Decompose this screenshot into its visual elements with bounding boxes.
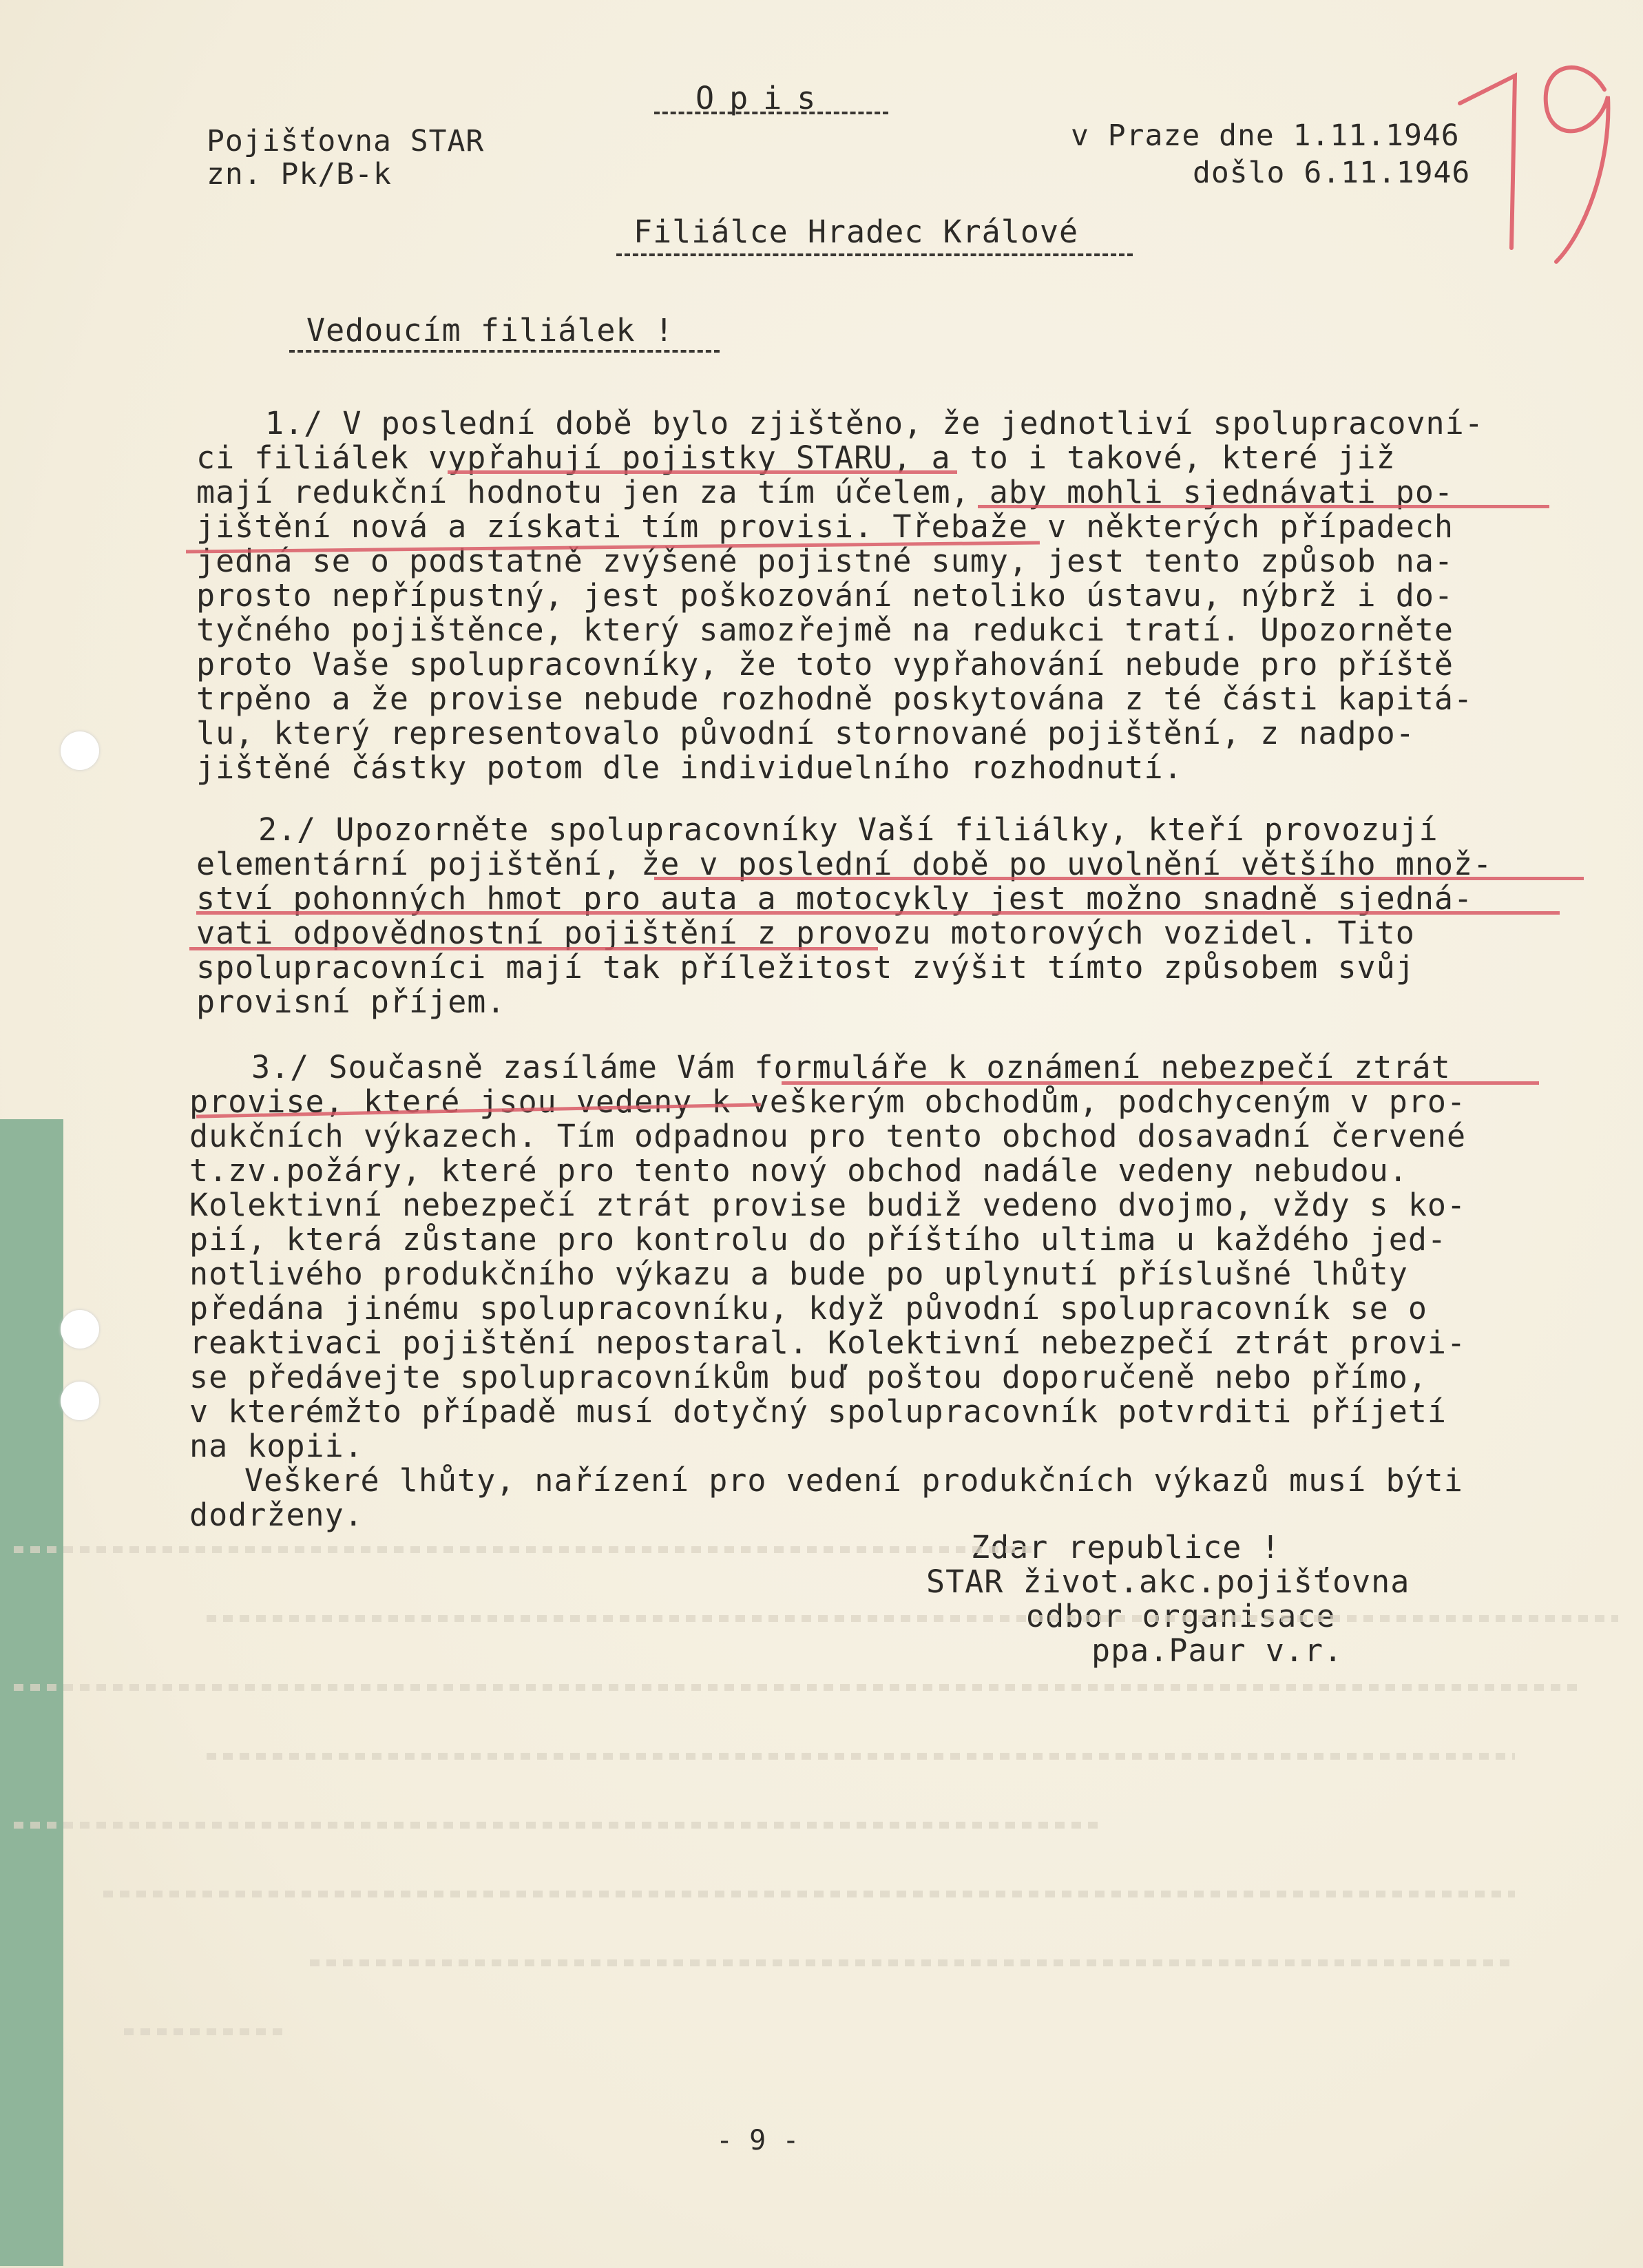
document-title: Opis	[695, 80, 831, 116]
bleed-through-texture	[0, 1536, 1643, 2087]
red-underline	[196, 911, 1560, 915]
text-line: ství pohonných hmot pro auta a motocykly jest možno snadně sjedná-	[196, 880, 1474, 917]
text-line: proto Vaše spolupracovníky, že toto vypřahování nebude pro příště	[196, 646, 1454, 683]
red-underline	[654, 877, 1584, 880]
text-line: provisní příjem.	[196, 984, 506, 1020]
text-line: tyčného pojištěnce, který samozřejmě na redukci tratí. Upozorněte	[196, 612, 1454, 648]
signature-department: odbor organisace	[1026, 1598, 1336, 1634]
salutation-underline	[289, 350, 720, 353]
letter-date: v Praze dne 1.11.1946	[1071, 118, 1460, 153]
text-line: dodrženy.	[189, 1497, 364, 1533]
reference-number: zn. Pk/B-k	[207, 157, 392, 191]
text-line: Kolektivní nebezpečí ztrát provise budiž vedeno dvojmo, vždy s ko-	[189, 1187, 1467, 1223]
text-line: 1./ V poslední době bylo zjištěno, že jednotliví spolupracovní-	[265, 405, 1484, 441]
text-line: t.zv.požáry, které pro tento nový obchod nadále vedeny nebudou.	[189, 1152, 1408, 1189]
text-line: spolupracovníci mají tak příležitost zvýšit tímto způsobem svůj	[196, 949, 1415, 986]
text-line: prosto nepřípustný, jest poškozování netoliko ústavu, nýbrž i do-	[196, 577, 1454, 614]
signature-name: ppa.Paur v.r.	[1091, 1632, 1343, 1669]
salutation: Vedoucím filiálek !	[306, 312, 674, 348]
red-underline	[189, 947, 878, 950]
addressee-underline	[616, 253, 1133, 256]
punch-hole	[61, 731, 99, 770]
text-line: Veškeré lhůty, nařízení pro vedení produkčních výkazů musí býti	[244, 1462, 1463, 1499]
text-line: provise, které jsou vedeny k veškerým obchodům, podchyceným v pro-	[189, 1083, 1467, 1120]
punch-hole	[61, 1382, 99, 1420]
handwritten-number-19	[1446, 28, 1625, 275]
text-line: trpěno a že provise nebude rozhodně poskytována z té části kapitá-	[196, 680, 1474, 717]
text-line: pií, která zůstane pro kontrolu do příštího ultima u každého jed-	[189, 1221, 1447, 1258]
text-line: na kopii.	[189, 1428, 364, 1464]
red-underline	[782, 1081, 1539, 1085]
text-line: jedná se o podstatně zvýšené pojistné sumy, jest tento způsob na-	[196, 543, 1454, 579]
text-line: dukčních výkazech. Tím odpadnou pro tento obchod dosavadní červené	[189, 1118, 1467, 1154]
text-line: ci filiálek vypřahují pojistky STARU, a to i takové, které již	[196, 439, 1396, 476]
text-line: notlivého produkčního výkazu a bude po uplynutí příslušné lhůty	[189, 1256, 1408, 1292]
text-line: v kterémžto případě musí dotyčný spolupracovník potvrditi příjetí	[189, 1393, 1447, 1430]
signature-company: STAR život.akc.pojišťovna	[926, 1563, 1410, 1600]
text-line: lu, který representovalo původní stornované pojištění, z nadpo-	[196, 715, 1415, 751]
punch-hole	[61, 1310, 99, 1349]
text-line: jištění nová a získati tím provisi. Třebaže v některých případech	[196, 508, 1454, 545]
closing-greeting: Zdar republice !	[971, 1529, 1281, 1565]
text-line: se předávejte spolupracovníkům buď poštou doporučeně nebo přímo,	[189, 1359, 1427, 1395]
company-name: Pojišťovna STAR	[207, 124, 485, 158]
page-number: - 9 -	[716, 2125, 799, 2156]
text-line: 3./ Současně zasíláme Vám formuláře k oznámení nebezpečí ztrát	[251, 1049, 1451, 1085]
received-date: došlo 6.11.1946	[1193, 156, 1471, 190]
text-line: reaktivaci pojištění nepostaral. Kolektivní nebezpečí ztrát provi-	[189, 1324, 1467, 1361]
text-line: vati odpovědnostní pojištění z provozu motorových vozidel. Tito	[196, 915, 1415, 951]
text-line: jištěné částky potom dle individuelního rozhodnutí.	[196, 749, 1183, 786]
text-line: mají redukční hodnotu jen za tím účelem, aby mohli sjednávati po-	[196, 474, 1454, 510]
text-line: elementární pojištění, že v poslední době po uvolnění většího množ-	[196, 846, 1493, 882]
addressee: Filiálce Hradec Králové	[634, 214, 1079, 250]
title-underline	[654, 112, 888, 114]
text-line: 2./ Upozorněte spolupracovníky Vaší filiálky, kteří provozují	[258, 811, 1438, 848]
text-line: předána jinému spolupracovníku, když původní spolupracovník se o	[189, 1290, 1427, 1327]
red-underline	[978, 505, 1549, 508]
red-underline	[448, 470, 957, 474]
